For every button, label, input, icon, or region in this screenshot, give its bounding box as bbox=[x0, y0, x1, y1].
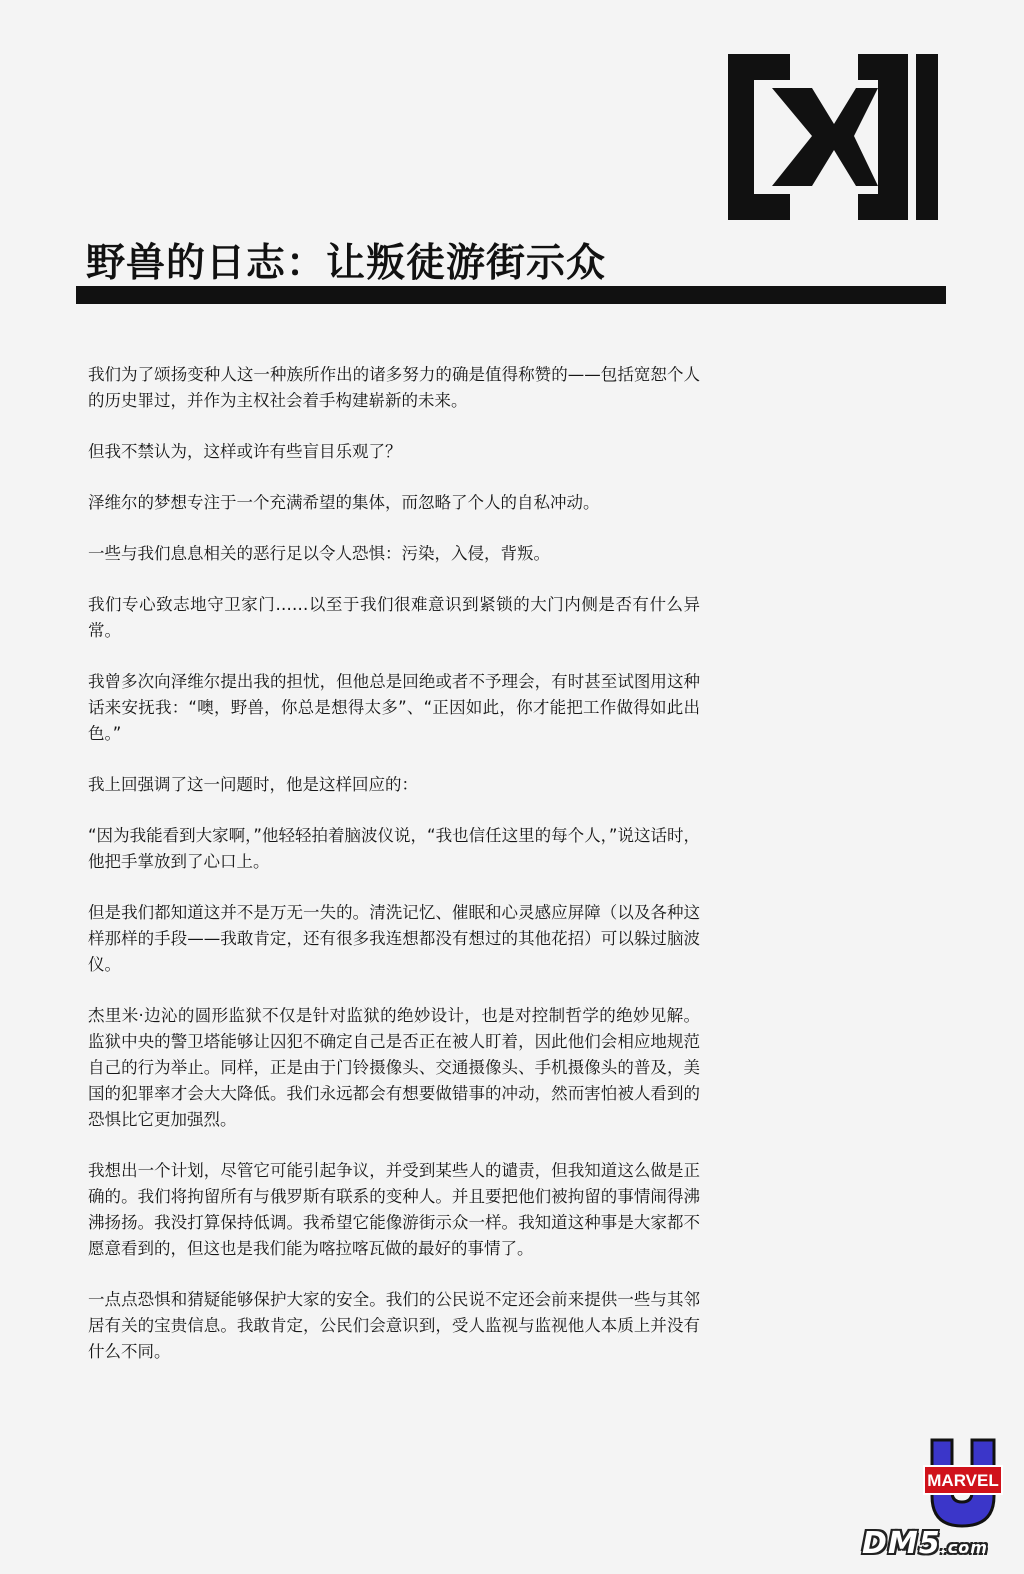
watermark-suffix: .com bbox=[940, 1538, 988, 1557]
x-men-logo bbox=[728, 54, 938, 220]
paragraph: 我们专心致志地守卫家门……以至于我们很难意识到紧锁的大门内侧是否有什么异常。 bbox=[88, 595, 700, 640]
paragraph: 一些与我们息息相关的恶行足以令人恐惧：污染，入侵，背叛。 bbox=[88, 544, 550, 563]
marvel-unlimited-badge bbox=[922, 1436, 1004, 1528]
watermark-main: DM5 bbox=[862, 1526, 941, 1561]
paragraph: 杰里米·边沁的圆形监狱不仅是针对监狱的绝妙设计，也是对控制哲学的绝妙见解。监狱中央的警卫塔能够让囚犯不确定自己是否正在被人盯着，因此他们会相应地规范自己的行为举止。同样，正是由于门铃摄像头、交通摄像头、手机摄像头的普及，美国的犯罪率才会大大降低。我们永远都会有想要做错事的冲动，然而害怕被人看到的恐惧比它更加强烈。 bbox=[88, 1006, 700, 1129]
paragraph: 但我不禁认为，这样或许有些盲目乐观了？ bbox=[88, 442, 402, 461]
paragraph: 泽维尔的梦想专注于一个充满希望的集体，而忽略了个人的自私冲动。 bbox=[88, 493, 600, 512]
paragraph: 但是我们都知道这并不是万无一失的。清洗记忆、催眠和心灵感应屏障（以及各种这样那样的手段——我敢肯定，还有很多我连想都没有想过的其他花招）可以躲过脑波仪。 bbox=[88, 903, 700, 974]
paragraph: 我上回强调了这一问题时，他是这样回应的： bbox=[88, 775, 418, 794]
site-watermark bbox=[862, 1526, 988, 1561]
article-body bbox=[88, 362, 700, 1390]
marvel-badge-text: MARVEL bbox=[927, 1471, 999, 1490]
title-underline-bar bbox=[76, 286, 946, 304]
paragraph: 我曾多次向泽维尔提出我的担忧，但他总是回绝或者不予理会，有时甚至试图用这种话来安抚我：“噢，野兽，你总是想得太多”、“正因如此，你才能把工作做得如此出色。” bbox=[88, 672, 700, 743]
paragraph: 我想出一个计划，尽管它可能引起争议，并受到某些人的谴责，但我知道这么做是正确的。我们将拘留所有与俄罗斯有联系的变种人。并且要把他们被拘留的事情闹得沸沸扬扬。我没打算保持低调。我希望它能像游街示众一样。我知道这种事是大家都不愿意看到的，但这也是我们能为喀拉喀瓦做的最好的事情了。 bbox=[88, 1161, 700, 1258]
page-title: 野兽的日志：让叛徒游街示众 bbox=[86, 241, 607, 286]
paragraph: “因为我能看到大家啊，”他轻轻拍着脑波仪说，“我也信任这里的每个人，”说这话时，他把手掌放到了心口上。 bbox=[88, 826, 700, 871]
paragraph: 一点点恐惧和猜疑能够保护大家的安全。我们的公民说不定还会前来提供一些与其邻居有关的宝贵信息。我敢肯定，公民们会意识到，受人监视与监视他人本质上并没有什么不同。 bbox=[88, 1290, 700, 1361]
paragraph: 我们为了颂扬变种人这一种族所作出的诸多努力的确是值得称赞的——包括宽恕个人的历史罪过，并作为主权社会着手构建崭新的未来。 bbox=[88, 365, 700, 410]
